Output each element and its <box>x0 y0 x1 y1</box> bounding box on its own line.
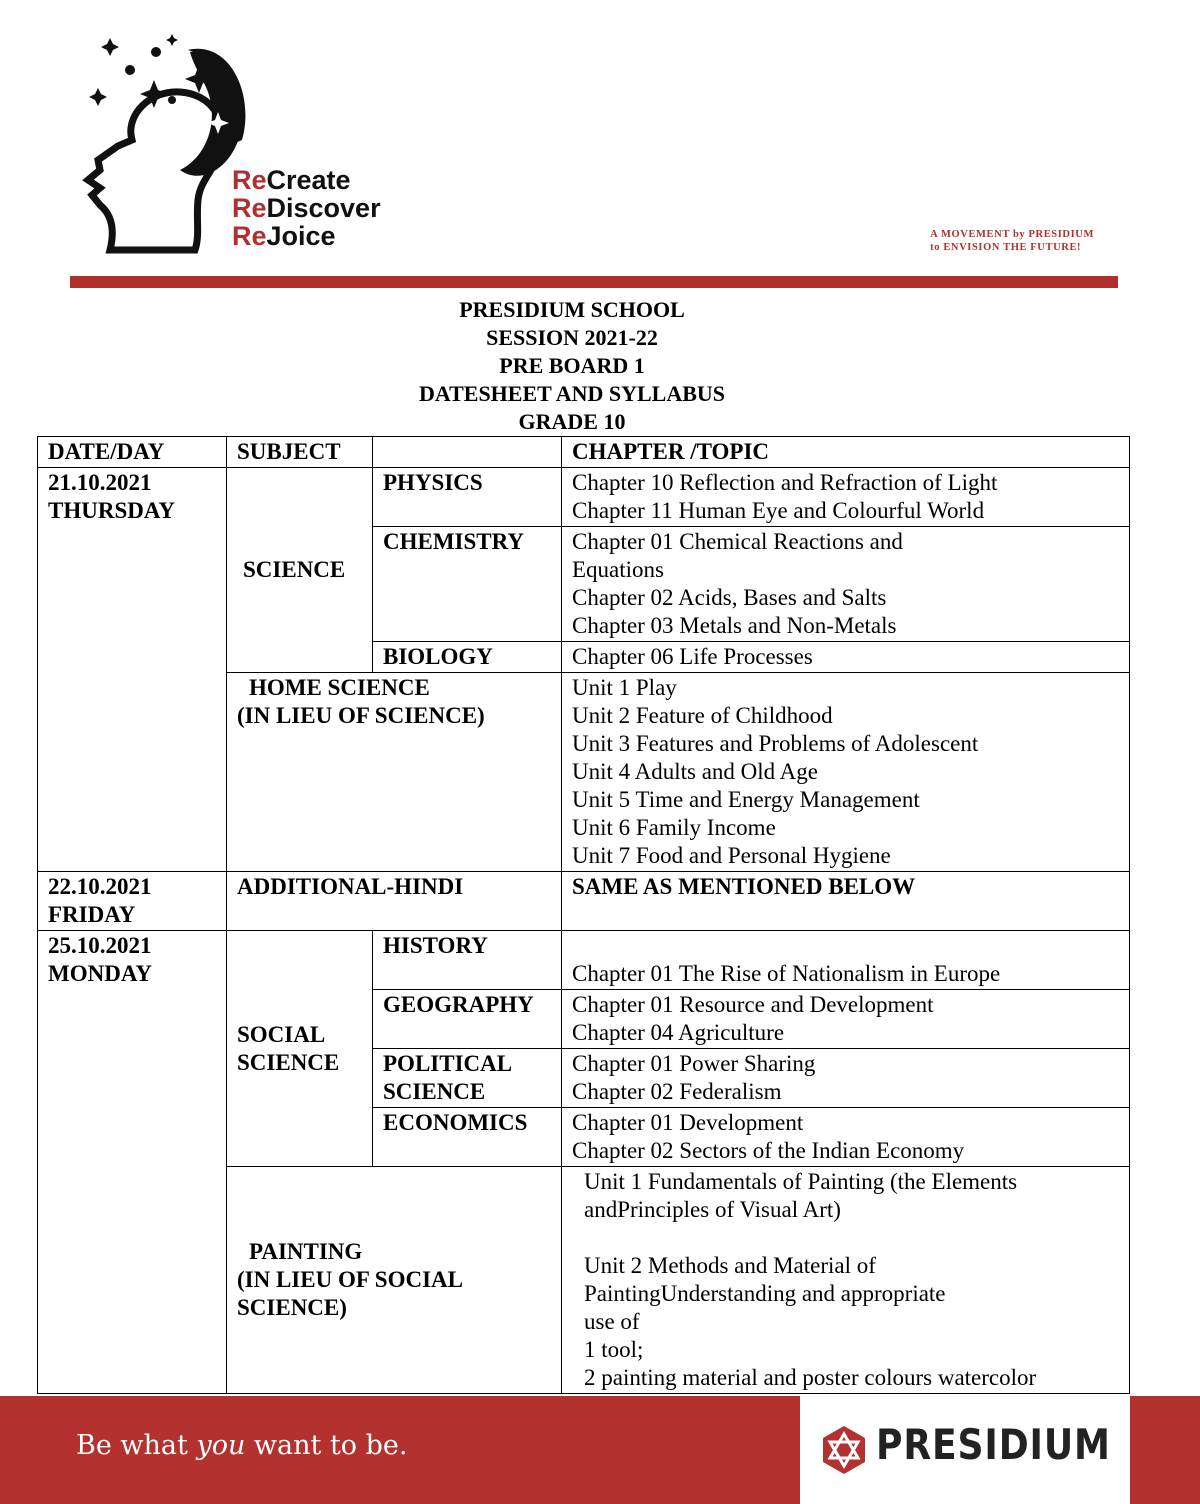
logo-word-recreate: ReCreate <box>232 165 351 195</box>
subject-line: (IN LIEU OF SOCIAL <box>237 1267 463 1292</box>
date-cell-day3 <box>38 931 227 1394</box>
table-row <box>38 931 1130 990</box>
date-text: 25.10.2021 <box>48 933 152 958</box>
date-cell-day1 <box>38 468 227 872</box>
date-cell-day2 <box>38 872 227 931</box>
movement-line-2: to ENVISION THE FUTURE! <box>930 242 1082 253</box>
topic-line: PaintingUnderstanding and appropriate <box>584 1281 946 1306</box>
subsubject-physics: PHYSICS <box>373 468 562 527</box>
header-topic: CHAPTER /TOPIC <box>562 437 1130 468</box>
subject-social-science <box>227 931 373 1167</box>
topic-line: Unit 6 Family Income <box>572 815 776 840</box>
topic-line: Unit 4 Adults and Old Age <box>572 759 818 784</box>
subsubject-chemistry: CHEMISTRY <box>373 527 562 642</box>
topic-line: Unit 3 Features and Problems of Adolescent <box>572 731 979 756</box>
topic-line: Chapter 01 Development <box>572 1110 804 1135</box>
subject-line: SCIENCE <box>383 1079 486 1104</box>
topics-painting <box>562 1167 1130 1394</box>
topic-line: Chapter 06 Life Processes <box>572 644 813 669</box>
subsubject-history: HISTORY <box>373 931 562 990</box>
slogan-part: want to be. <box>245 1430 408 1461</box>
presidium-star-icon <box>818 1424 870 1476</box>
topic-line: Equations <box>572 557 664 582</box>
table-row <box>38 468 1130 527</box>
topic-line: Chapter 04 Agriculture <box>572 1020 785 1045</box>
title-session: SESSION 2021-22 <box>486 325 658 350</box>
topics-physics <box>562 468 1130 527</box>
logo-tagline <box>232 166 381 250</box>
recreate-logo-icon <box>70 20 250 260</box>
subject-line: SCIENCE <box>237 1049 340 1075</box>
movement-tagline <box>930 228 1094 254</box>
topic-line: Chapter 02 Sectors of the Indian Economy <box>572 1138 965 1163</box>
header-subject: SUBJECT <box>227 437 373 468</box>
subject-line: SCIENCE) <box>237 1295 347 1320</box>
topic-line: Unit 1 Play <box>572 675 677 700</box>
subsubject-geography: GEOGRAPHY <box>373 990 562 1049</box>
table-header-row <box>38 437 1130 468</box>
logo-word-rejoice: ReJoice <box>232 221 336 251</box>
title-document: DATESHEET AND SYLLABUS <box>418 381 726 406</box>
topic-line: andPrinciples of Visual Art) <box>584 1197 841 1222</box>
topic-line: Unit 1 Fundamentals of Painting (the Elements <box>584 1169 1018 1194</box>
subject-home-science <box>227 673 562 872</box>
slogan-part: Be what <box>76 1430 197 1461</box>
topic-line: Chapter 01 Chemical Reactions and <box>572 529 903 554</box>
slogan-emphasis: you <box>196 1430 246 1461</box>
topics-political-science <box>562 1049 1130 1108</box>
topics-home-science <box>562 673 1130 872</box>
subject-science: SCIENCE <box>227 468 373 673</box>
table-row <box>38 872 1130 931</box>
logo-word-rediscover: ReDiscover <box>232 193 381 223</box>
topic-line: Unit 7 Food and Personal Hygiene <box>572 843 891 868</box>
day-text: FRIDAY <box>48 902 136 927</box>
topic-line: Chapter 02 Federalism <box>572 1079 782 1104</box>
topic-line: Chapter 01 Power Sharing <box>572 1051 816 1076</box>
topics-additional-hindi: SAME AS MENTIONED BELOW <box>562 872 1130 931</box>
title-grade: GRADE 10 <box>518 409 626 434</box>
footer-banner <box>0 1396 1200 1504</box>
topic-line: 1 tool; <box>584 1337 644 1362</box>
subject-additional-hindi: ADDITIONAL-HINDI <box>227 872 562 931</box>
subject-line: HOME SCIENCE <box>249 675 430 700</box>
footer-brand: PRESIDIUM <box>876 1420 1111 1469</box>
topic-line: Chapter 03 Metals and Non-Metals <box>572 613 897 638</box>
day-text: MONDAY <box>48 961 152 986</box>
header-divider <box>70 276 1118 288</box>
subject-line: PAINTING <box>249 1239 363 1264</box>
date-text: 21.10.2021 <box>48 470 152 495</box>
topic-line: Unit 2 Feature of Childhood <box>572 703 833 728</box>
date-text: 22.10.2021 <box>48 874 152 899</box>
header-date: DATE/DAY <box>38 437 227 468</box>
header-subsubject <box>373 437 562 468</box>
topic-line: Unit 2 Methods and Material of <box>584 1253 876 1278</box>
subsubject-biology: BIOLOGY <box>373 642 562 673</box>
footer-slogan <box>76 1430 408 1461</box>
subject-line: SOCIAL <box>237 1021 326 1047</box>
topics-geography <box>562 990 1130 1049</box>
topics-history <box>562 931 1130 990</box>
topic-line: Chapter 01 Resource and Development <box>572 992 934 1017</box>
topic-line: Unit 5 Time and Energy Management <box>572 787 920 812</box>
title-school: PRESIDIUM SCHOOL <box>459 297 685 322</box>
page-title <box>0 296 1144 436</box>
subsubject-political-science <box>373 1049 562 1108</box>
subject-line: (IN LIEU OF SCIENCE) <box>237 703 485 728</box>
topic-line: Chapter 01 The Rise of Nationalism in Europe <box>572 961 1001 986</box>
title-exam: PRE BOARD 1 <box>499 353 645 378</box>
topic-line: Chapter 10 Reflection and Refraction of Light <box>572 470 998 495</box>
day-text: THURSDAY <box>48 498 175 523</box>
topic-line <box>584 1224 1119 1252</box>
topics-economics <box>562 1108 1130 1167</box>
topics-biology <box>562 642 1130 673</box>
topic-line: Chapter 02 Acids, Bases and Salts <box>572 585 887 610</box>
topic-line: Chapter 11 Human Eye and Colourful World <box>572 498 985 523</box>
subsubject-economics: ECONOMICS <box>373 1108 562 1167</box>
datesheet-table <box>37 436 1130 1394</box>
subject-painting <box>227 1167 562 1394</box>
topic-line: 2 painting material and poster colours watercolor <box>584 1365 1037 1390</box>
movement-line-1: A MOVEMENT by PRESIDIUM <box>930 229 1094 240</box>
subject-line: POLITICAL <box>383 1051 513 1076</box>
topics-chemistry <box>562 527 1130 642</box>
topic-line: use of <box>584 1309 640 1334</box>
